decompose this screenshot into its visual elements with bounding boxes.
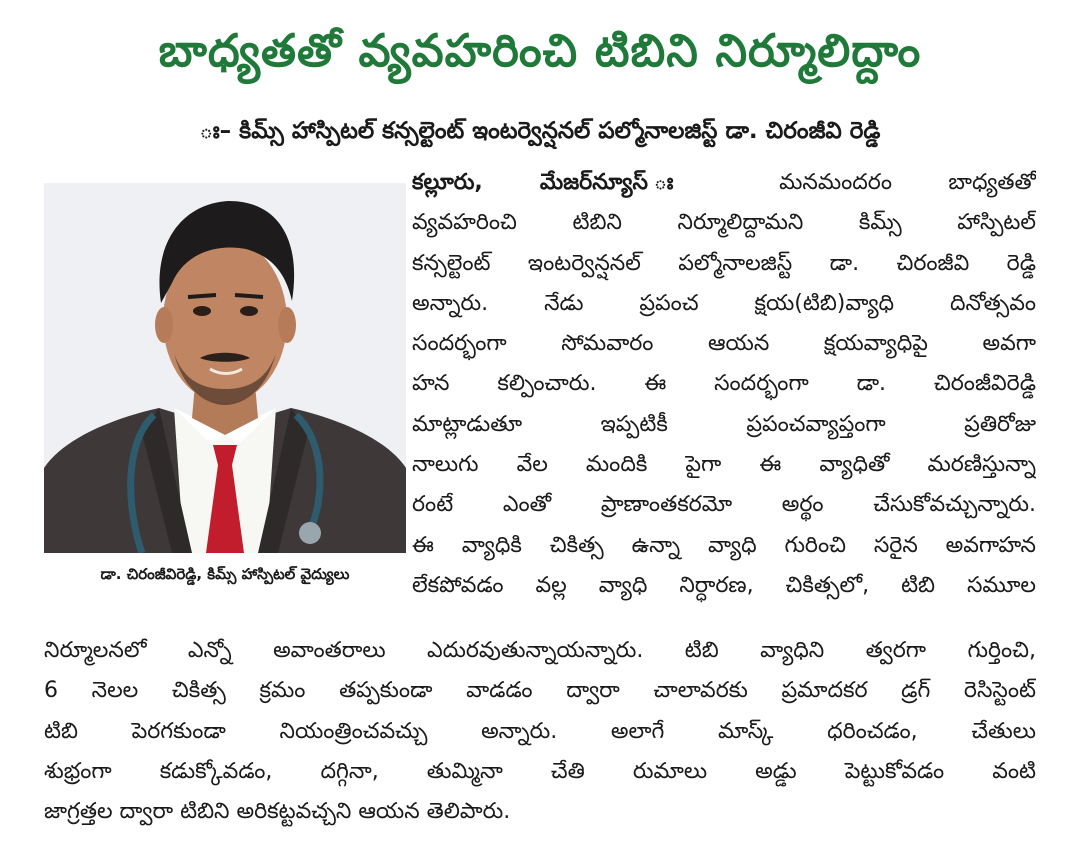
body-line: సందర్భంగా సోమవారం ఆయన క్షయవ్యాధిపై అవగా xyxy=(412,331,1036,357)
body-line-first xyxy=(412,163,1036,203)
doctor-photo xyxy=(44,183,406,553)
body-line: కన్సల్టెంట్ ఇంటర్వెన్షనల్ పల్మోనాలజిస్ట్ డా. చిరంజీవి రెడ్డి xyxy=(412,250,1036,276)
body-line: నాలుగు వేల మందికి పైగా ఈ వ్యాధితో మరణిస్తున్నా xyxy=(412,452,1036,478)
body-line: మనమందరం బాధ్యతతో xyxy=(779,170,1036,195)
body-line: వ్యవహరించి టిబిని నిర్మూలిద్దామని కిమ్స్ హాస్పిటల్ xyxy=(412,210,1036,236)
body-line: మాట్లాడుతూ ఇప్పటికీ ప్రపంచవ్యాప్తంగా ప్రతిరోజు xyxy=(412,411,1036,437)
body-line: 6 నెలల చికిత్స క్రమం తప్పకుండా వాడడం ద్వారా చాలావరకు ప్రమాదకర డ్రగ్ రెసిస్టెంట్ xyxy=(44,678,1036,704)
body-line: రంటే ఎంతో ప్రాణాంతకరమో అర్థం చేసుకోవచ్చున్నారు. xyxy=(412,492,1036,518)
article-dateline: కల్లూరు, మేజర్‌న్యూస్ ః xyxy=(412,170,723,195)
article-subhead: ః– కిమ్స్ హాస్పిటల్ కన్సల్టెంట్ ఇంటర్వెన్షనల్ పల్మోనాలజిస్ట్ డా. చిరంజీవి రెడ్డి xyxy=(199,118,881,144)
body-line: అన్నారు. నేడు ప్రపంచ క్షయ(టిబి)వ్యాధి దినోత్సవం xyxy=(412,290,1036,316)
article-body-narrow xyxy=(412,163,1036,606)
article-headline: బాధ్యతతో వ్యవహరించి టిబిని నిర్మూలిద్దాం xyxy=(158,24,922,77)
photo-caption: డా. చిరంజీవిరెడ్డి, కిమ్స్ హాస్పిటల్ వైద్యులు xyxy=(100,565,350,583)
body-line: శుభ్రంగా కడుక్కోవడం, దగ్గినా, తుమ్మినా చేతి రుమాలు అడ్డు పెట్టుకోవడం వంటి xyxy=(44,758,1036,784)
body-line: నిర్మూలనలో ఎన్నో అవాంతరాలు ఎదురవుతున్నాయన్నారు. టిబి వ్యాధిని త్వరగా గుర్తించి, xyxy=(44,638,1036,663)
body-line: హన కల్పించారు. ఈ సందర్భంగా డా. చిరంజీవిరెడ్డి xyxy=(412,371,1036,397)
body-line: జాగ్రత్తల ద్వారా టిబిని అరికట్టవచ్చని ఆయన తెలిపారు. xyxy=(44,799,511,825)
body-line: టిబి పెరగకుండా నియంత్రించవచ్చు అన్నారు. అలాగే మాస్క్ ధరించడం, చేతులు xyxy=(44,718,1036,744)
body-line: ఈ వ్యాధికి చికిత్స ఉన్నా వ్యాధి గురించి సరైన అవగాహన xyxy=(412,532,1036,558)
cropped-previous-article xyxy=(0,0,1080,14)
article-body-wide xyxy=(44,631,1036,832)
body-line: లేకపోవడం వల్ల వ్యాధి నిర్ధారణ, చికిత్సలో, టిబి సమూల xyxy=(412,572,1036,598)
